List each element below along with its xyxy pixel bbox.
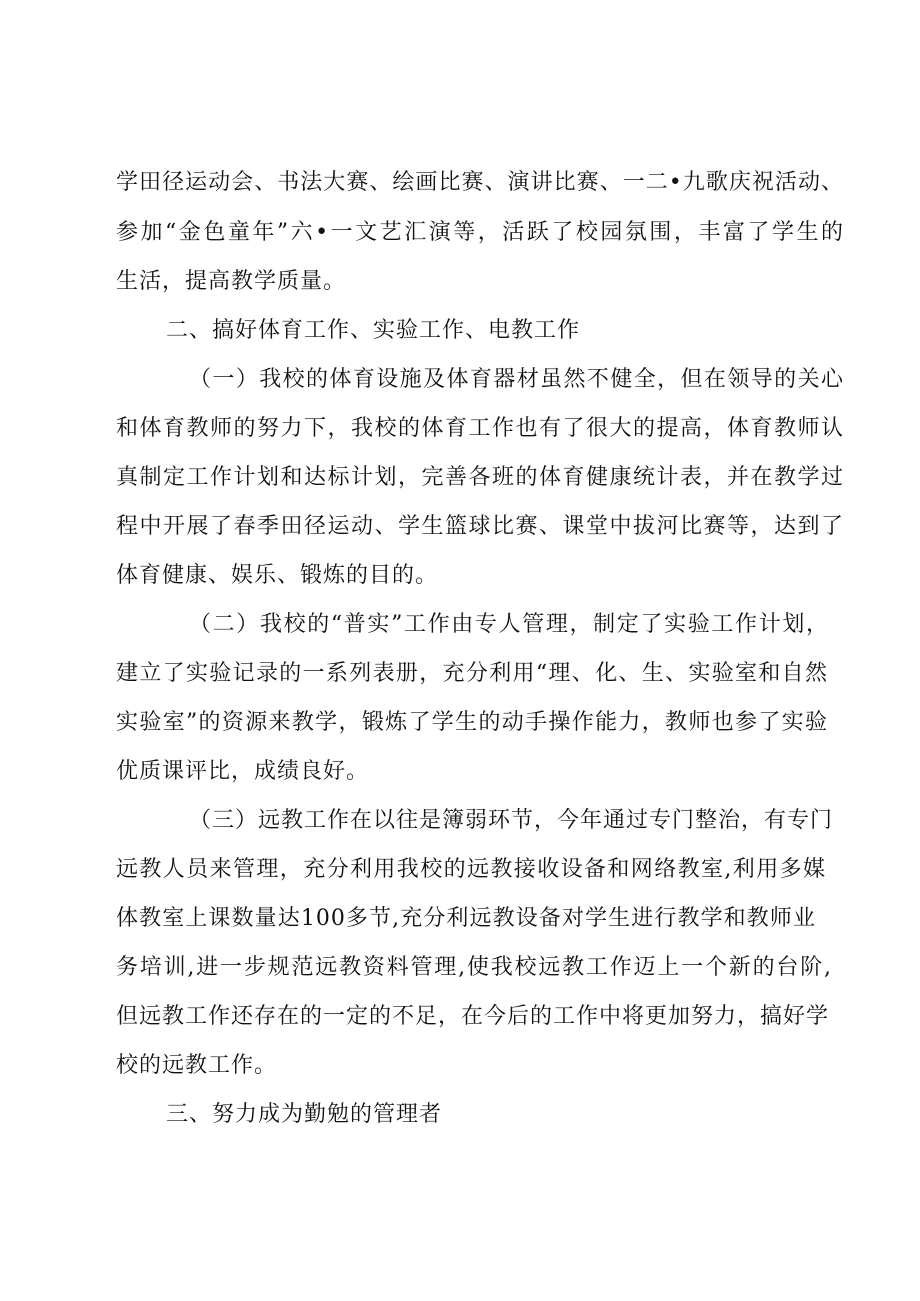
- text-line-3: 生活，提高教学质量。: [116, 269, 347, 294]
- text-line-2: 参加“金色童年”六•一文艺汇演等，活跃了校园氛围，丰富了学生的: [116, 220, 844, 245]
- text-line-10: （二）我校的“普实”工作由专人管理，制定了实验工作计划，: [189, 612, 829, 637]
- text-line-17: 务培训,进一步规范远教资料管理,使我校远教工作迈上一个新的台阶,: [116, 955, 832, 980]
- section-heading-2: 二、搞好体育工作、实验工作、电教工作: [166, 318, 581, 343]
- text-line-1: 学田径运动会、书法大赛、绘画比赛、演讲比赛、一二•九歌庆祝活动、: [116, 170, 844, 195]
- section-heading-3: 三、努力成为勤勉的管理者: [166, 1102, 443, 1127]
- text-line-12: 实验室”的资源来教学，锻炼了学生的动手操作能力，教师也参了实验: [116, 710, 828, 735]
- text-line-19: 校的远教工作。: [116, 1053, 278, 1078]
- text-line-5: （一）我校的体育设施及体育器材虽然不健全，但在领导的关心: [189, 367, 844, 392]
- text-line-16: 体教室上课数量达100多节,充分利远教设备对学生进行教学和教师业: [116, 906, 816, 931]
- text-line-15: 远教人员来管理，充分利用我校的远教接收设备和网络教室,利用多媒: [116, 857, 826, 882]
- text-line-14: （三）远教工作在以往是簿弱环节，今年通过专门整治，有专门: [189, 808, 834, 833]
- text-line-9: 体育健康、娱乐、锻炼的目的。: [116, 563, 439, 588]
- text-line-8: 程中开展了春季田径运动、学生篮球比赛、课堂中拔河比赛等，达到了: [116, 514, 844, 539]
- text-line-13: 优质课评比，成绩良好。: [116, 759, 370, 784]
- text-line-6: 和体育教师的努力下，我校的体育工作也有了很大的提高，体育教师认: [116, 416, 844, 441]
- text-line-18: 但远教工作还存在的一定的不足，在今后的工作中将更加努力，搞好学: [116, 1004, 830, 1029]
- text-line-11: 建立了实验记录的一系列表册，充分利用“理、化、生、实验室和自然: [116, 661, 828, 686]
- text-line-7: 真制定工作计划和达标计划，完善各班的体育健康统计表，并在教学过: [116, 465, 844, 490]
